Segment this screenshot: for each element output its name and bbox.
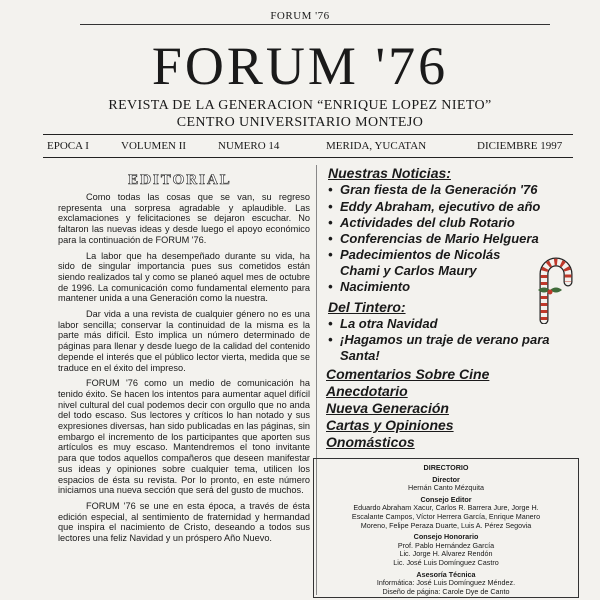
issue-epoca: EPOCA I [47, 140, 89, 152]
issue-numero: NUMERO 14 [218, 140, 280, 152]
staff-consejo-editor-line: Moreno, Felipe Peraza Duarte, Luis A. Pérez Segovia [360, 520, 532, 530]
staff-consejo-honorario-line: Lic. José Luis Domínguez Castro [393, 557, 499, 567]
subtitle-line-1: REVISTA DE LA GENERACION “ENRIQUE LOPEZ NIETO” [108, 98, 492, 113]
editorial-title: EDITORIAL [128, 172, 232, 188]
tintero-item[interactable]: • La otra Navidad [328, 316, 438, 331]
staff-consejo-editor-line: Eduardo Abraham Xacur, Carlos R. Barrera Jure, Jorge H. [353, 503, 539, 513]
staff-directorio-heading: DIRECTORIO [423, 463, 469, 472]
staff-asesoria-line: Diseño de página: Carole Dye de Canto [382, 586, 510, 596]
news-item[interactable]: • Gran fiesta de la Generación '76 [328, 182, 538, 197]
section-nueva-generacion[interactable]: Nueva Generación [326, 400, 449, 416]
staff-asesoria-line: Informática: José Luis Domínguez Méndez. [376, 578, 516, 588]
news-heading: Nuestras Noticias: [328, 165, 451, 181]
subtitle-line-2: CENTRO UNIVERSITARIO MONTEJO [176, 115, 424, 130]
section-comentarios-cine[interactable]: Comentarios Sobre Cine [326, 366, 490, 382]
staff-consejo-editor-heading: Consejo Editor [420, 494, 472, 504]
news-item[interactable]: • Nacimiento [328, 279, 411, 294]
staff-director-heading: Director [432, 474, 460, 484]
news-item[interactable]: • Padecimientos de Nicolás Chami y Carlos Maury [328, 247, 501, 278]
section-anecdotario[interactable]: Anecdotario [326, 383, 408, 399]
staff-consejo-honorario-heading: Consejo Honorario [413, 532, 479, 542]
staff-consejo-editor-line: Escalante Campos, Víctor Herrera García, Enrique Manero [351, 511, 541, 521]
running-head: FORUM '76 [270, 10, 330, 22]
staff-asesoria-heading: Asesoría Técnica [416, 569, 476, 579]
editorial-paragraph: Como todas las cosas que se van, su regreso representa una sorpresa agradable y aplaudible. Las exclamaciones y felicitaciones se dejaron escuchar. No faltaron las nuevas ideas y desde luego el apoyo económico para la continuación de FORUM '76. [58, 192, 310, 245]
news-item[interactable]: • Conferencias de Mario Helguera [328, 231, 539, 246]
issue-bar [43, 134, 573, 158]
editorial-paragraph: FORUM '76 como un medio de comunicación ha tenido éxito. Se hacen los intentos para aumentar aquel difícil nivel cultural del cual podemos decir con orgullo que no anda del todo escaso. Sus lectores y críticos lo han notado y sus expresiones diversas, han sido publicadas en las páginas, sin embargo el incremento de los participantes que aporten sus artículos es muy escaso. Mantendremos el tono invitante para que todos aquellos compañeros que deseen manifestar sus ideas y opiniones sobre cualquier tema, utilicen los espacios de ésta su revista. Por lo pronto, en este número iniciamos una nueva sección que será del gusto de muchos. [58, 378, 310, 496]
section-onomasticos[interactable]: Onomásticos [326, 434, 415, 450]
tintero-item[interactable]: • ¡Hagamos un traje de verano para Santa! [328, 332, 550, 363]
candy-cane-icon [530, 252, 576, 324]
staff-consejo-honorario-line: Prof. Pablo Hernández García [397, 540, 495, 550]
news-item[interactable]: • Actividades del club Rotario [328, 215, 515, 230]
issue-volumen: VOLUMEN II [121, 140, 187, 152]
top-rule [80, 24, 550, 25]
staff-directory [313, 458, 579, 598]
issue-fecha: DICIEMBRE 1997 [477, 140, 563, 152]
tintero-heading: Del Tintero: [328, 299, 406, 315]
editorial-paragraph: FORUM '76 se une en esta época, a través de ésta edición especial, al sentimiento de fraternidad y hermandad que inspira el nacimiento de Cristo, deseando a todos sus lectores una feliz Navidad y un próspero Año Nuevo. [58, 500, 310, 544]
staff-director: Hernán Canto Mézquita [408, 483, 484, 493]
editorial-paragraph: La labor que ha desempeñado durante su vida, ha sido de singular importancia pues sus cometidos están siendo realizados tal y como se planeó aquel mes de octubre de 1996. La comunicación como fundamental elemento para mantener unida a una Generación como la nuestra. [58, 250, 310, 304]
editorial-paragraph: Dar vida a una revista de cualquier género no es una labor sencilla; conservar la continuidad de la misma es la parte más difícil. Esto implica un número determinado de páginas para llenar y desde luego de la calidad del contenido depende el interés que el público lector vierta, medida que se traduce en el éxito del impreso. [58, 309, 310, 373]
staff-consejo-honorario-line: Lic. Jorge H. Alvarez Rendón [399, 549, 493, 559]
masthead: FORUM '76 [151, 36, 449, 96]
editorial-body [58, 192, 310, 549]
section-cartas-opiniones[interactable]: Cartas y Opiniones [326, 417, 454, 433]
news-item[interactable]: • Eddy Abraham, ejecutivo de año [328, 199, 541, 214]
issue-lugar: MERIDA, YUCATAN [326, 140, 427, 152]
